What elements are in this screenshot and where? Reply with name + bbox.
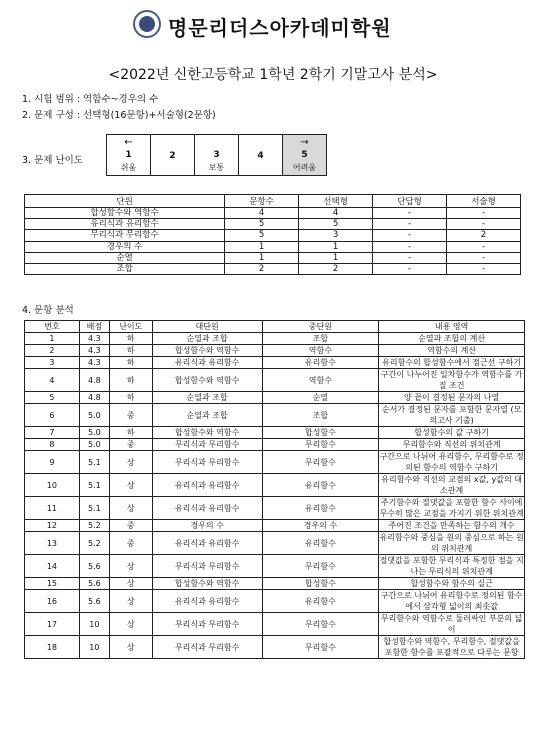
table-row (25, 252, 521, 263)
table-row (25, 392, 525, 404)
difficulty-arrow: → (300, 136, 309, 148)
difficulty-level-1 (107, 135, 151, 176)
table-cell: 4.8 (79, 369, 109, 392)
page-title: <2022년 신한고등학교 1학년 2학기 기말고사 분석> (108, 67, 438, 83)
table-cell: - (447, 241, 521, 252)
table-cell: 5.6 (79, 578, 109, 590)
table-cell: 순열과 조합 (152, 404, 262, 427)
difficulty-lbl (239, 163, 282, 172)
academy-name: 명문리더스아카데미학원 (168, 16, 392, 40)
table-cell: 4.3 (79, 345, 109, 357)
table-cell: 9 (25, 451, 80, 474)
table-cell: 4 (225, 208, 299, 219)
difficulty-level-4 (239, 135, 283, 176)
difficulty-num: 1 (125, 149, 132, 160)
table-cell: 하 (109, 369, 152, 392)
difficulty-level-5 (283, 135, 327, 176)
table-cell: 12 (25, 520, 80, 532)
difficulty-lbl: 쉬움 (120, 162, 137, 172)
table-cell: 조합 (262, 333, 379, 345)
difficulty-scale (106, 134, 327, 176)
difficulty-label: 3. 문제 난이도 (22, 155, 83, 166)
table-cell: 합성함수와 함수의 실근 (379, 578, 525, 590)
table-row (25, 333, 525, 345)
analysis-header: 배점 (79, 321, 109, 333)
table-cell: 무리함수 (262, 613, 379, 636)
table-cell: 상 (109, 636, 152, 659)
table-row (25, 497, 525, 520)
table-cell: 유리식과 유리함수 (152, 497, 262, 520)
table-cell: 5 (225, 219, 299, 230)
table-cell: 순열과 조합 (152, 333, 262, 345)
table-cell: 순열 (262, 392, 379, 404)
table-row (25, 241, 521, 252)
table-cell: - (447, 208, 521, 219)
table-cell: 무리식과 무리함수 (152, 636, 262, 659)
table-cell: 상 (109, 578, 152, 590)
table-cell: 6 (25, 404, 80, 427)
table-cell: 7 (25, 427, 80, 439)
table-cell: 주어진 조건을 만족하는 함수의 개수 (379, 520, 525, 532)
table-cell: 구간으로 나뉘어 유리함수로 정의된 함수에서 삼각형 넓이의 최솟값 (379, 590, 525, 613)
table-row (25, 230, 521, 241)
analysis-header: 대단원 (152, 321, 262, 333)
table-cell: 하 (109, 392, 152, 404)
table-cell: 하 (109, 427, 152, 439)
table-cell: 무리함수 (262, 636, 379, 659)
table-cell: 2 (225, 263, 299, 274)
table-cell: 1 (225, 241, 299, 252)
table-row (25, 636, 525, 659)
difficulty-num: 3 (213, 149, 220, 160)
table-cell: 2 (447, 230, 521, 241)
table-row (25, 404, 525, 427)
table-row (25, 520, 525, 532)
table-row (25, 263, 521, 274)
table-cell: 5 (299, 219, 373, 230)
table-cell: 무리함수와 역함수로 둘러싸인 부분의 넓이 (379, 613, 525, 636)
table-cell: 2 (25, 345, 80, 357)
exam-range: 1. 시험 범위 : 역함수~경우의 수 (22, 94, 159, 105)
table-cell: 1 (225, 252, 299, 263)
table-cell: - (373, 219, 447, 230)
table-cell: 하 (109, 345, 152, 357)
table-cell: 10 (79, 613, 109, 636)
table-row (25, 555, 525, 578)
table-cell: 상 (109, 451, 152, 474)
table-cell: 5.6 (79, 555, 109, 578)
table-cell: - (373, 208, 447, 219)
summary-header: 서술형 (447, 195, 521, 208)
difficulty-lbl: 어려움 (292, 162, 317, 172)
table-cell: - (373, 252, 447, 263)
summary-header: 단답형 (373, 195, 447, 208)
table-row (25, 208, 521, 219)
item-analysis-table (24, 320, 525, 659)
table-cell: 유리함수와 중심을 원의 중심으로 하는 원의 위치관계 (379, 533, 524, 553)
table-cell: 13 (25, 532, 80, 555)
table-cell: 2 (299, 263, 373, 274)
table-cell: 상 (109, 613, 152, 636)
table-cell: 유리식과 유리함수 (152, 357, 262, 369)
table-cell: 유리식과 유리함수 (152, 590, 262, 613)
table-cell: 유리함수와 직선의 교점의 x값, y값의 대소관계 (379, 474, 525, 497)
table-cell: 유리함수 (262, 357, 379, 369)
table-cell: 조합 (262, 404, 379, 427)
table-cell: 5.0 (79, 427, 109, 439)
table-cell: 무리식과 무리함수 (152, 613, 262, 636)
table-cell: 무리함수 (262, 439, 379, 451)
table-cell: 4 (299, 208, 373, 219)
table-cell: 주기함수와 절댓값을 포함한 함수 사이에 무수히 많은 교점을 가지기 위한 위치관계 (379, 498, 524, 518)
analysis-label: 4. 문항 분석 (22, 305, 74, 316)
table-row (25, 590, 525, 613)
table-cell: 4.3 (79, 333, 109, 345)
difficulty-level-2 (151, 135, 195, 176)
table-cell: 유리함수 (262, 497, 379, 520)
academy-logo (133, 10, 161, 38)
table-row (25, 474, 525, 497)
difficulty-arrow (151, 139, 194, 149)
table-cell: 합성함수 (262, 578, 379, 590)
table-cell: 합성함수의 값 구하기 (379, 427, 525, 439)
summary-header: 선택형 (299, 195, 373, 208)
table-cell: 상 (109, 555, 152, 578)
table-row (25, 578, 525, 590)
difficulty-arrow (195, 138, 238, 148)
summary-header: 문항수 (225, 195, 299, 208)
table-cell: 합성함수와 역함수 (152, 578, 262, 590)
table-cell: 중 (109, 532, 152, 555)
question-structure: 2. 문제 구성 : 선택형(16문항)+서술형(2문항) (22, 110, 216, 121)
table-cell: 5.1 (79, 497, 109, 520)
table-row (25, 613, 525, 636)
table-cell: 무리식과 무리함수 (152, 439, 262, 451)
table-cell: 유리함수 (262, 590, 379, 613)
table-cell: 중 (109, 439, 152, 451)
table-cell: 4.8 (79, 392, 109, 404)
table-row (25, 345, 525, 357)
table-cell: 상 (109, 474, 152, 497)
table-cell: 순열과 조합의 계산 (379, 333, 525, 345)
table-cell: - (447, 219, 521, 230)
table-cell: 역함수의 계산 (379, 345, 525, 357)
table-cell: 구간으로 나뉘어 유리함수, 무리함수로 정의된 함수의 역함수 구하기 (379, 452, 524, 472)
table-row (25, 451, 525, 474)
table-cell: 1 (25, 333, 80, 345)
table-cell: 5.2 (79, 532, 109, 555)
difficulty-arrow (239, 139, 282, 149)
table-cell: 8 (25, 439, 80, 451)
table-cell: 순열 (25, 252, 225, 263)
table-row (25, 532, 525, 555)
table-cell: 하 (109, 333, 152, 345)
table-cell: 5.1 (79, 474, 109, 497)
table-cell: - (447, 252, 521, 263)
table-cell: 합성함수와 역함수 (152, 369, 262, 392)
table-cell: 유리함수 (262, 474, 379, 497)
table-cell: 경우의 수 (152, 520, 262, 532)
table-cell: 역함수 (262, 345, 379, 357)
table-cell: - (373, 241, 447, 252)
table-cell: 5.0 (79, 439, 109, 451)
table-cell: 유리식과 유리함수 (25, 219, 225, 230)
table-cell: 무리함수와 직선의 위치관계 (379, 439, 525, 451)
table-cell: 18 (25, 636, 80, 659)
summary-header: 단원 (25, 195, 225, 208)
unit-summary-table (24, 194, 521, 275)
table-cell: 유리함수의 합성함수에서 점근선 구하기 (379, 357, 525, 369)
table-cell: 5.6 (79, 590, 109, 613)
table-cell: 3 (299, 230, 373, 241)
table-cell: 조합 (25, 263, 225, 274)
table-cell: 합성함수와 역함수 (152, 427, 262, 439)
table-cell: 5.2 (79, 520, 109, 532)
table-cell: - (373, 230, 447, 241)
table-cell: 5.1 (79, 451, 109, 474)
table-cell: 순열과 조합 (152, 392, 262, 404)
difficulty-level-3 (195, 135, 239, 176)
table-row (25, 357, 525, 369)
table-cell: 중 (109, 520, 152, 532)
difficulty-num: 2 (169, 150, 176, 161)
table-cell: 1 (299, 252, 373, 263)
table-cell: 14 (25, 555, 80, 578)
table-cell: 합성함수와 역함수, 무리함수, 절댓값을 포함한 함수를 포괄적으로 다루는 문항 (379, 636, 525, 659)
table-cell: 4.3 (79, 357, 109, 369)
table-cell: 17 (25, 613, 80, 636)
table-cell: 합성함수 (262, 427, 379, 439)
table-cell: 5 (25, 392, 80, 404)
table-cell: 하 (109, 357, 152, 369)
difficulty-num: 5 (301, 149, 308, 160)
difficulty-num: 4 (257, 150, 264, 161)
table-cell: 상 (109, 497, 152, 520)
table-cell: 11 (25, 497, 80, 520)
table-row (25, 439, 525, 451)
table-cell: 절댓값을 포함한 무리식과 특정한 점을 지나는 무리식의 위치관계 (379, 556, 524, 576)
difficulty-lbl: 보통 (208, 162, 225, 172)
table-cell: 역함수 (262, 369, 379, 392)
table-cell: 3 (25, 357, 80, 369)
table-cell: 유리함수 (262, 532, 379, 555)
table-cell: 중 (109, 404, 152, 427)
table-cell: 4 (25, 369, 80, 392)
analysis-header: 난이도 (109, 321, 152, 333)
analysis-header: 중단원 (262, 321, 379, 333)
table-cell: - (447, 263, 521, 274)
table-cell: 양 끝이 결정된 문자의 나열 (379, 392, 525, 404)
table-row (25, 219, 521, 230)
table-cell: 1 (299, 241, 373, 252)
table-cell: 유리식과 유리함수 (152, 532, 262, 555)
table-row (25, 369, 525, 392)
table-cell: 구간이 나누어진 일차함수가 역함수를 가질 조건 (379, 369, 525, 392)
difficulty-arrow: ← (124, 136, 133, 148)
table-cell: 상 (109, 590, 152, 613)
table-cell: 무리식과 무리함수 (152, 555, 262, 578)
table-cell: 무리식과 무리함수 (25, 230, 225, 241)
table-cell: 15 (25, 578, 80, 590)
table-cell: 5 (225, 230, 299, 241)
table-cell: - (373, 263, 447, 274)
table-row (25, 427, 525, 439)
table-cell: 16 (25, 590, 80, 613)
table-cell: 10 (79, 636, 109, 659)
analysis-header: 번호 (25, 321, 80, 333)
table-cell: 경우의 수 (262, 520, 379, 532)
table-cell: 5.0 (79, 404, 109, 427)
table-cell: 무리함수 (262, 451, 379, 474)
analysis-header: 내용 영역 (379, 321, 525, 333)
table-cell: 경우의 수 (25, 241, 225, 252)
table-cell: 유리식과 유리함수 (152, 474, 262, 497)
page-header (0, 8, 546, 44)
table-cell: 무리함수 (262, 555, 379, 578)
table-cell: 합성함수와 역함수 (25, 208, 225, 219)
table-cell: 10 (25, 474, 80, 497)
table-cell: 무리식과 무리함수 (152, 451, 262, 474)
table-cell: 합성함수와 역함수 (152, 345, 262, 357)
table-cell: 순서가 결정된 문자를 포함한 문자열 (모의고사 기출) (379, 404, 525, 427)
difficulty-lbl (151, 163, 194, 172)
